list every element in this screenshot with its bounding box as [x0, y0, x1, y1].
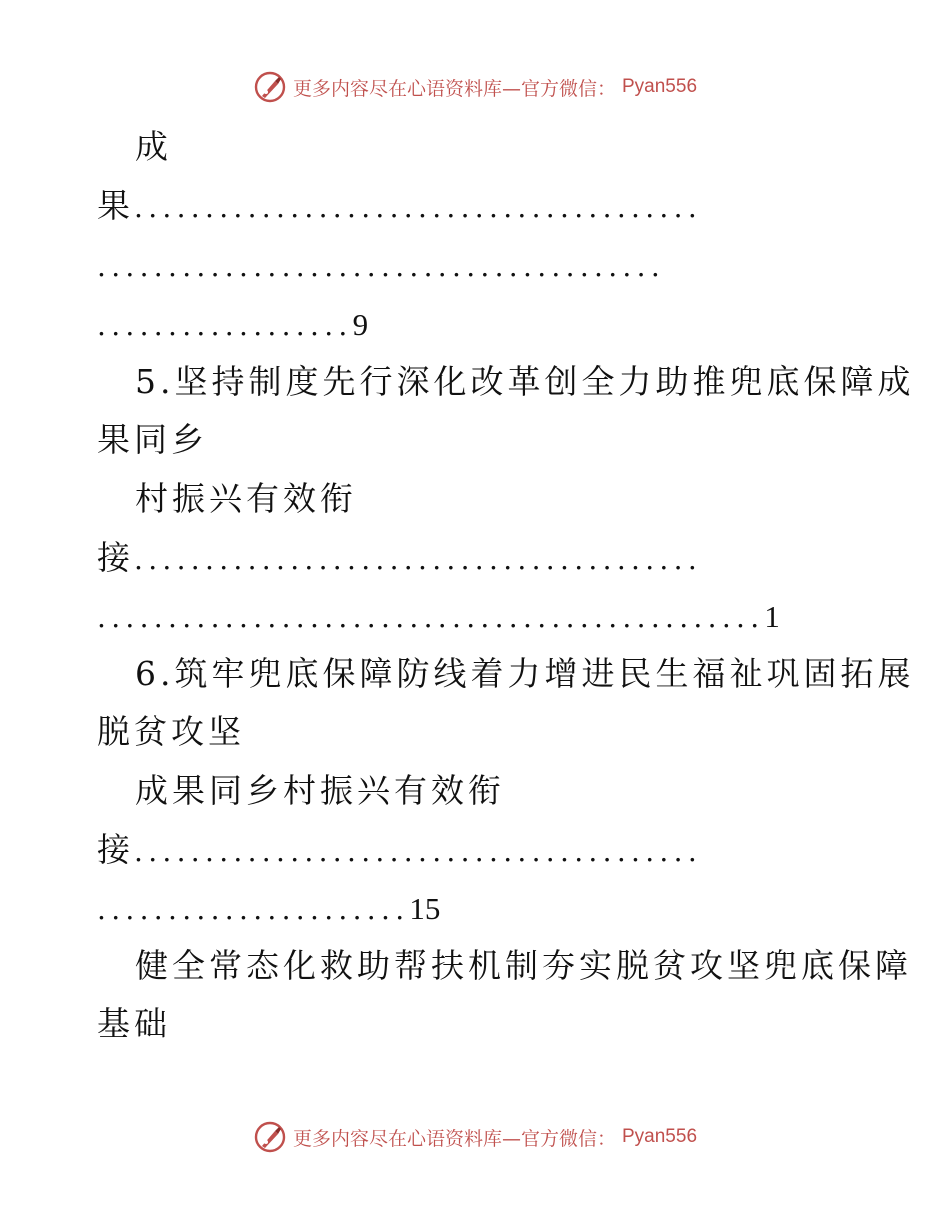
toc-page-number: 1	[764, 599, 780, 634]
toc-line: 成果同乡村振兴有效衔	[135, 771, 505, 810]
watermark-wechat-id: Pyan556	[622, 76, 698, 97]
header-watermark	[0, 70, 950, 104]
toc-leader-line	[97, 245, 665, 285]
toc-entry-text: 果	[97, 186, 134, 225]
toc-heading-6: 6.筑牢兜底保障防线着力增进民生福祉巩固拓展	[135, 654, 915, 693]
toc-page-number: 15	[409, 891, 441, 926]
toc-entry-text: 接	[97, 538, 134, 577]
toc-page-number: 9	[352, 307, 369, 342]
toc-entry-line	[97, 186, 702, 226]
footer-watermark	[0, 1120, 950, 1154]
watermark-wechat-id: Pyan556	[622, 1126, 698, 1147]
toc-leader-dots: ......................	[97, 893, 410, 926]
toc-leader-line	[97, 888, 440, 928]
toc-entry-line	[97, 538, 702, 578]
toc-leader-dots: ...............................................	[97, 601, 765, 634]
toc-line: 成	[135, 127, 172, 166]
watermark-text: 更多内容尽在心语资料库—官方微信：	[292, 77, 616, 100]
pen-logo-icon	[253, 70, 287, 104]
toc-line: 果同乡	[97, 420, 208, 459]
toc-leader-dots: ........................................	[134, 835, 703, 868]
toc-leader-line	[97, 596, 780, 636]
toc-entry-text: 接	[97, 830, 134, 869]
pen-logo-icon	[253, 1120, 287, 1154]
toc-leader-dots: ........................................	[97, 250, 666, 283]
toc-leader-dots: ........................................	[134, 543, 703, 576]
toc-line: 村振兴有效衔	[135, 479, 357, 518]
toc-leader-line	[97, 304, 368, 344]
toc-heading-5: 5.坚持制度先行深化改革创全力助推兜底保障成	[135, 362, 915, 401]
watermark-text: 更多内容尽在心语资料库—官方微信：	[292, 1127, 616, 1150]
toc-heading-7: 健全常态化救助帮扶机制夯实脱贫攻坚兜底保障	[135, 946, 912, 985]
toc-leader-dots: ........................................	[134, 191, 703, 224]
toc-line: 基础	[97, 1004, 171, 1043]
toc-entry-line	[97, 830, 702, 870]
toc-line: 脱贫攻坚	[97, 712, 245, 751]
toc-leader-dots: ..................	[97, 309, 353, 342]
